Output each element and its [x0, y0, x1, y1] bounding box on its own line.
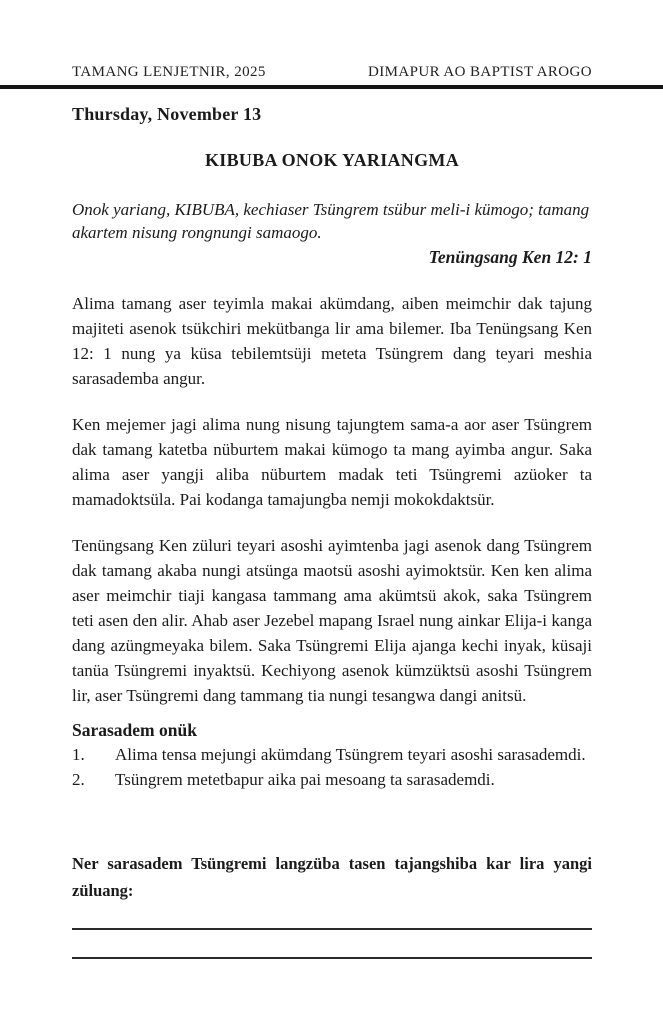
list-item-number: 2. [72, 770, 85, 789]
header-right-text: DIMAPUR AO BAPTIST AROGO [368, 64, 592, 80]
list-item [72, 767, 592, 792]
header-rule [0, 85, 663, 89]
answer-writing-line-2 [72, 957, 592, 959]
scripture-reference: Tenüngsang Ken 12: 1 [428, 247, 592, 267]
body-paragraph: Tenüngsang Ken züluri teyari asoshi ayimtenba jagi asenok dang Tsüngrem dak tamang akaba nungi atsünga maotsü asoshi ayimoktsür. Ken ken alima aser meimchir tiaji kangasa tammang ama akümtsü akok, saka Tsüngrem teti asen den alir. Ahab aser Jezebel mapang Israel nung ainkar Elija-i kanga dang azüngmeyaka bilem. Saka Tsüngremi Elija ajanga kechi inyak, küsaji tanüa Tsüngremi inyaktsü. Kechiyong asenok kümzüktsü asoshi Tsüngrem lir, aser Tsüngremi dang tammang tia nungi tesangwa dangi anitsü. [72, 536, 592, 705]
scripture-verse: Onok yariang, KIBUBA, kechiaser Tsüngrem tsübur meli-i kümogo; tamang akartem nisung rongnungi samaogo. [72, 200, 590, 242]
list-item [72, 742, 592, 767]
page-title: KIBUBA ONOK YARIANGMA [205, 150, 459, 170]
page-content [0, 104, 663, 959]
prayer-section-heading: Sarasadem onük [72, 720, 197, 740]
prayer-list [72, 742, 592, 792]
answer-writing-line-1 [72, 928, 592, 930]
list-item-text: Tsüngrem metetbapur aika pai mesoang ta sarasademdi. [115, 770, 495, 789]
date-heading: Thursday, November 13 [72, 104, 262, 124]
body-paragraph: Ken mejemer jagi alima nung nisung tajungtem sama-a aor aser Tsüngrem dak tamang katetba nüburtem makai kümogo ta mang ayimba angur. Saka alima aser yangji aliba nüburtem madak teti Tsüngremi azüoker ta mamadoktsüla. Pai kodanga tamajungba nemji mokokdaktsür. [72, 415, 592, 509]
page-header [0, 0, 663, 81]
list-item-text: Alima tensa mejungi akümdang Tsüngrem teyari asoshi sarasademdi. [115, 745, 586, 764]
list-item-number: 1. [72, 745, 85, 764]
header-left-text: TAMANG LENJETNIR, 2025 [72, 64, 266, 80]
body-paragraph: Alima tamang aser teyimla makai akümdang, aiben meimchir dak tajung majiteti asenok tsükchiri mekütbanga lir ama bilemer. Iba Tenüngsang Ken 12: 1 nung ya küsa tebilemtsüji meteta Tsüngrem dang teyari meshia sarasademba angur. [72, 294, 592, 388]
journal-prompt: Ner sarasadem Tsüngremi langzüba tasen tajangshiba kar lira yangi züluang: [72, 854, 592, 900]
